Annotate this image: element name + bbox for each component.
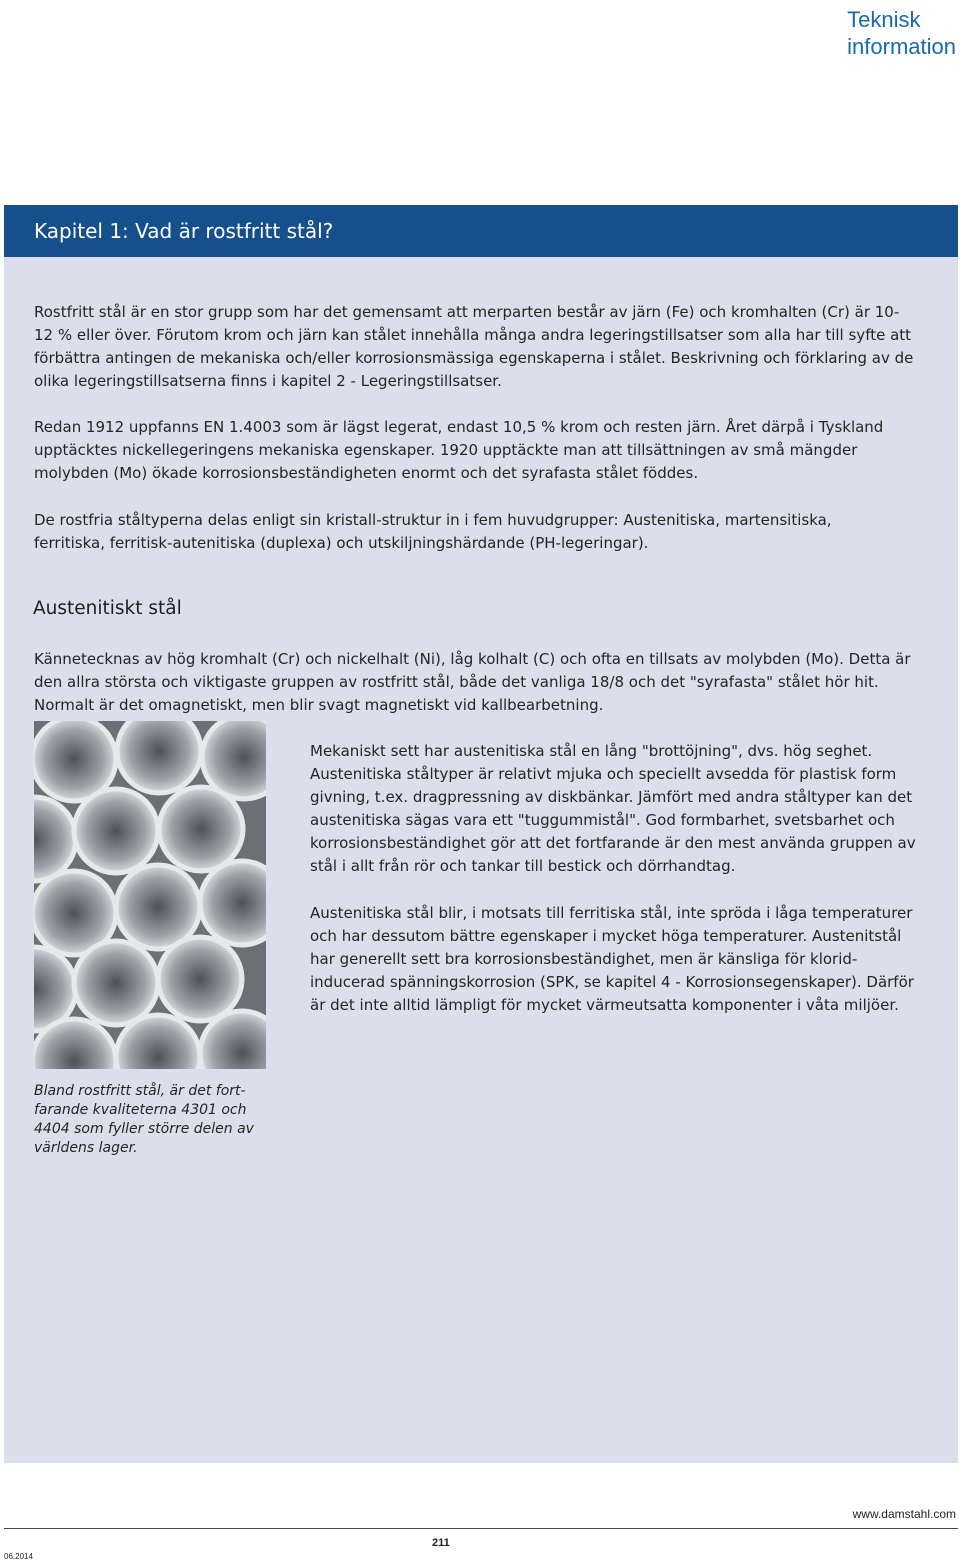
footer-website: www.damstahl.com bbox=[852, 1507, 956, 1521]
chapter-banner bbox=[4, 205, 958, 257]
intro-paragraph-3: De rostfria ståltyperna delas enligt sin kristall-struktur in i fem huvudgrupper: Austenitiska, martensitiska, ferritiska, ferritisk-autenitiska (duplexa) och utskiljningshärdande (PH-legeringar). bbox=[34, 511, 832, 552]
category-title-line2: information bbox=[847, 34, 956, 59]
austenitic-paragraph-1: Mekaniskt sett har austenitiska stål en lång "brottöjning", dvs. hög seghet. Austenitiska ståltyper är relativt mjuka och speciellt avsedda för plastisk form givning, t.ex. dragpressning av diskbänkar. Jämfört med andra ståltyper kan det austenitiska sägas vara ett "tuggummistål". God formbarhet, svetsbarhet och korrosionsbeständighet gör att det fortfarande är den mest använda gruppen av stål i allt från rör och tankar till bestick och dörrhandtag. bbox=[310, 742, 916, 875]
category-title-line1: Teknisk bbox=[847, 7, 921, 32]
chapter-title: Kapitel 1: Vad är rostfritt stål? bbox=[34, 219, 334, 243]
intro-paragraph-2: Redan 1912 uppfanns EN 1.4003 som är lägst legerat, endast 10,5 % krom och resten järn. Året därpå i Tyskland upptäcktes nickellegeringens mekaniska egenskaper. 1920 upptäckte man att tillsättningen av små mängder molybden (Mo) ökade korrosionsbeständigheten enormt och det syrafasta stålet föddes. bbox=[34, 418, 884, 482]
section-heading: Austenitiskt stål bbox=[33, 598, 182, 619]
steel-pipes-photo bbox=[34, 721, 266, 1069]
page-number: 211 bbox=[432, 1537, 450, 1549]
document-category-title bbox=[847, 6, 956, 60]
steel-pipes-illustration bbox=[34, 721, 266, 1069]
section-intro-paragraph: Kännetecknas av hög kromhalt (Cr) och nickelhalt (Ni), låg kolhalt (C) och ofta en tillsats av molybden (Mo). Detta är den allra största och viktigaste gruppen av rostfritt stål, både det vanliga 18/8 och det "syrafasta" stålet hör hit. Normalt är det omagnetiskt, men blir svagt magnetiskt vid kallbearbetning. bbox=[34, 650, 911, 714]
intro-paragraph-1: Rostfritt stål är en stor grupp som har det gemensamt att merparten består av järn (Fe) och kromhalten (Cr) är 10-12 % eller över. Förutom krom och järn kan stålet innehålla många andra legeringstillsatser som alla har till syfte att förbättra antingen de mekaniska och/eller korrosionsmässiga egenskaperna i stålet. Beskrivning och förklaring av de olika legeringstillsatserna finns i kapitel 2 - Legeringstillsatser. bbox=[34, 303, 914, 390]
footer-date: 06.2014 bbox=[4, 1552, 33, 1561]
photo-caption: Bland rostfritt stål, är det fort-farande kvaliteterna 4301 och 4404 som fyller större delen av världens lager. bbox=[34, 1083, 254, 1156]
footer-divider bbox=[4, 1528, 958, 1529]
austenitic-paragraph-2: Austenitiska stål blir, i motsats till ferritiska stål, inte spröda i låga temperaturer och har dessutom bättre egenskaper i mycket höga temperaturer. Austenitstål har generellt sett bra korrosionsbeständighet, men är känsliga för klorid-inducerad spänningskorrosion (SPK, se kapitel 4 - Korrosionsegenskaper). Därför är det inte alltid lämpligt för mycket värmeutsatta komponenter i våta miljöer. bbox=[310, 904, 914, 1014]
